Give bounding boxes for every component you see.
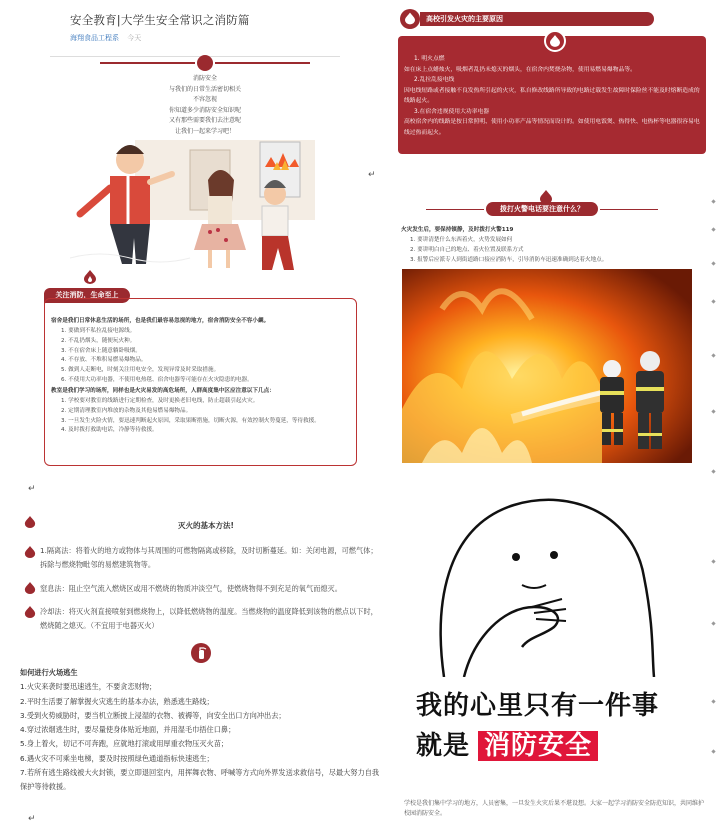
decor-diamond [711, 699, 715, 703]
paragraph-mark: ↵ [28, 814, 36, 824]
causes-badge [544, 30, 566, 52]
banner-fire-badge [400, 9, 420, 29]
decor-diamond [711, 749, 715, 753]
escape-item: 7.若所有逃生路线被大火封锁，要立即退回室内，用挥舞衣物、呼喊等方式向外界发送求救信号，尽最大努力自我保护等待救援。 [20, 768, 380, 792]
red-rule-left [100, 62, 195, 64]
causes-list: 1. 明火点燃 如在床上点蜡烛火，吸烟者乱扔未熄灭的烟头，在宿舍内焚烧杂物，使用易燃易爆物品等。 2.乱拉乱接电线 因电线短路或者接触不良发热所引起的火灾，私自修改线路所导致的电路过载发生故障时保险丝不能及时熔断造成的线路起火。 3.在宿舍违规使用大功率电器 高校宿舍内的线路是按日常照明、使用小功率产品等情况而设计的。如使用电饭煲、热得快、电热杯等电器很容易电线过热而起火。 [404, 56, 700, 136]
firefighters-photo [402, 269, 692, 463]
page-title: 安全教育|大学生安全常识之消防篇 [70, 13, 250, 27]
article-meta [70, 33, 141, 43]
meme-line2: 就是 消防安全 [416, 725, 598, 762]
meme-image [404, 487, 694, 797]
escape-item: 4.穿过浓烟逃生时，要尽量使身体贴近地面，并用湿毛巾捂住口鼻； [20, 725, 236, 735]
intro-text: 消防安全 与我们的日常生活密切相关 不容忽视 你知道多少消防安全知识呢 又有那些需要我们去注意呢 让我们一起来学习吧！ [168, 75, 241, 135]
paragraph-mark: ↵ [28, 484, 36, 494]
escape-section [20, 666, 380, 795]
flame-icon [84, 270, 96, 284]
escape-item: 1.火灾来袭时要迅速逃生，不要贪恋财物； [20, 682, 157, 692]
classroom-lead: 教室是我们学习的场所，同样也是火灾易发的高危场所，人群高度集中区应注意以下几点： [51, 388, 275, 394]
escape-item: 2.平时生活要了解掌握火灾逃生的基本办法，熟悉逃生路线； [20, 696, 214, 706]
flame-icon [24, 582, 36, 594]
method-suffocation: 窒息法：阻止空气流入燃烧区或用不燃烧的物质冲淡空气，使燃烧物得不到充足的氧气而熄灭。 [40, 584, 342, 593]
call119-lead: 火灾发生后，要保持镇静，及时拨打火警119 [401, 227, 514, 233]
escape-item: 5.身上着火，切记不可奔跑，应就地打滚或用厚重衣物压灭火苗； [20, 739, 229, 749]
dorm-list: 1. 要做到不私拉乱接电源线。 2. 不乱扔烟头，随便玩火种。 3. 不在宿舍床上随意躺卧吸烟。 4. 不存放、不堆积易燃易爆物品。 5. 做到人走断电，时刻关注用电安全，发现异常及时采取措施。 6. 不使用大功率电器，不使用电热毯、宿舍电器等可能存在火灾隐患的电器。 [61, 328, 253, 383]
decor-diamond [711, 621, 715, 625]
flame-icon [405, 12, 415, 25]
call119-list: 1. 要讲清楚什么东西着火，火势发展如何 2. 要讲明白自己的地点、着火位置及联系方式 3. 报警后应派专人到街道路口接应消防车，引导消防车迅速准确到达着火地点。 [410, 237, 608, 263]
dorm-safety-box [44, 298, 357, 466]
method-cooling: 冷却法：将灭火剂直接喷射到燃烧物上，以降低燃烧物的温度。当燃烧物的温度降低到该物的燃点以下时，燃烧随之熄灭。（不宜用于电器灭火） [40, 607, 378, 630]
section-banner-call119: 拨打火警电话要注意什么？ [486, 202, 598, 216]
escape-title: 如何进行火场逃生 [20, 668, 78, 677]
fire-extinguisher-icon [191, 643, 211, 663]
classroom-list: 1. 学校要对教室的线路进行定期检查，及时更换老旧电线，防止超载引起火灾。 2. 定期清理教室内堆放的杂物及其他易燃易爆物品。 3. 一旦发生火险火情，要迅速判断起火原因，采取果断措施，切断火源，有效控制火势蔓延，等待救援。 4. 及时拨打救助电话，冷静等待救援。 [61, 398, 320, 434]
decor-diamond [711, 261, 715, 265]
decor-diamond [711, 227, 715, 231]
publish-date: 今天 [127, 34, 142, 42]
rule-left [426, 209, 484, 210]
flame-icon [550, 35, 560, 47]
section-banner-safety: 关注消防，生命至上 [44, 288, 130, 303]
meme-line1: 我的心里只有一件事 [416, 691, 660, 721]
closing-text: 学校是我们集中学习的地方，人员密集，一旦发生火灾后果不堪设想。大家一起学习消防安全防范知识，共同维护校园消防安全。 [404, 800, 705, 817]
decor-diamond [711, 409, 715, 413]
flame-icon [24, 606, 36, 618]
decor-diamond [711, 353, 715, 357]
fire-scene-illustration [70, 132, 325, 274]
meme-highlight: 消防安全 [478, 731, 598, 761]
meme-character [404, 487, 694, 677]
flame-icon [24, 546, 36, 558]
method-isolation: 1.隔离法：将着火的地方或物体与其周围的可燃物隔离或移除，及时切断蔓延。如：关闭电源，可燃气体；拆除与燃烧物毗邻的易燃建筑物等。 [40, 546, 378, 569]
decor-diamond [711, 299, 715, 303]
escape-item: 6.遇火灾不可乘坐电梯，要及时按照绿色通道指标快速逃生； [20, 753, 214, 763]
extinguisher-badge [191, 643, 211, 663]
decor-dot [197, 55, 213, 71]
dorm-lead: 宿舍是我们日常休息生活的场所，也是我们最容易忽视的地方，宿舍消防安全不容小觑。 [51, 318, 270, 324]
author-link[interactable]: 海翔食品工程系 [70, 34, 119, 42]
decor-diamond [711, 469, 715, 473]
divider [50, 56, 340, 57]
red-rule-right [215, 62, 310, 64]
paragraph-mark: ↵ [368, 170, 376, 180]
escape-item: 3.受到火势威胁时，要当机立断披上浸湿的衣物、被褥等，向安全出口方向冲出去； [20, 710, 286, 720]
decor-diamond [711, 199, 715, 203]
rule-right [600, 209, 658, 210]
decor-diamond [711, 559, 715, 563]
section-banner-causes: 高校引发火灾的主要原因 [420, 12, 654, 26]
extinguish-title: 灭火的基本方法! [178, 521, 234, 530]
flame-icon [24, 516, 36, 528]
fire-causes-box [398, 36, 706, 154]
